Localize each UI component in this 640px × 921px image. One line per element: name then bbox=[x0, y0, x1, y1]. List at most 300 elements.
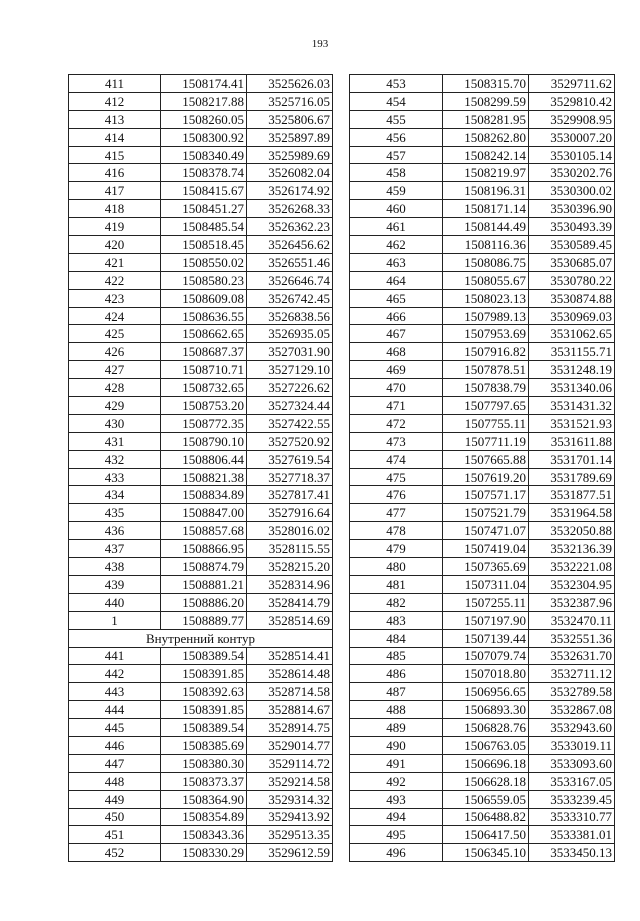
point-number-cell: 452 bbox=[69, 844, 161, 862]
table-row bbox=[69, 772, 333, 790]
table-row bbox=[69, 75, 333, 93]
y-coordinate-cell: 3532943.60 bbox=[529, 719, 615, 737]
y-coordinate-cell: 3528714.58 bbox=[247, 683, 333, 701]
x-coordinate-cell: 1508300.92 bbox=[161, 128, 247, 146]
x-coordinate-cell: 1508299.59 bbox=[443, 92, 529, 110]
x-coordinate-cell: 1507755.11 bbox=[443, 414, 529, 432]
y-coordinate-cell: 3531248.19 bbox=[529, 361, 615, 379]
point-number-cell: 426 bbox=[69, 343, 161, 361]
y-coordinate-cell: 3530780.22 bbox=[529, 271, 615, 289]
x-coordinate-cell: 1506628.18 bbox=[443, 772, 529, 790]
x-coordinate-cell: 1508315.70 bbox=[443, 75, 529, 93]
y-coordinate-cell: 3530685.07 bbox=[529, 253, 615, 271]
table-row bbox=[350, 361, 615, 379]
x-coordinate-cell: 1508806.44 bbox=[161, 450, 247, 468]
point-number-cell: 477 bbox=[350, 504, 443, 522]
y-coordinate-cell: 3532304.95 bbox=[529, 575, 615, 593]
x-coordinate-cell: 1507665.88 bbox=[443, 450, 529, 468]
table-row bbox=[350, 611, 615, 629]
y-coordinate-cell: 3529513.35 bbox=[247, 826, 333, 844]
y-coordinate-cell: 3529314.32 bbox=[247, 790, 333, 808]
y-coordinate-cell: 3526082.04 bbox=[247, 164, 333, 182]
x-coordinate-cell: 1508834.89 bbox=[161, 486, 247, 504]
table-row bbox=[69, 826, 333, 844]
x-coordinate-cell: 1506345.10 bbox=[443, 844, 529, 862]
y-coordinate-cell: 3530105.14 bbox=[529, 146, 615, 164]
table-row bbox=[69, 540, 333, 558]
y-coordinate-cell: 3528414.79 bbox=[247, 593, 333, 611]
table-row bbox=[350, 325, 615, 343]
y-coordinate-cell: 3532711.12 bbox=[529, 665, 615, 683]
y-coordinate-cell: 3528314.96 bbox=[247, 575, 333, 593]
point-number-cell: 458 bbox=[350, 164, 443, 182]
x-coordinate-cell: 1508857.68 bbox=[161, 522, 247, 540]
x-coordinate-cell: 1507619.20 bbox=[443, 468, 529, 486]
x-coordinate-cell: 1508392.63 bbox=[161, 683, 247, 701]
table-row bbox=[350, 432, 615, 450]
x-coordinate-cell: 1508055.67 bbox=[443, 271, 529, 289]
y-coordinate-cell: 3526646.74 bbox=[247, 271, 333, 289]
y-coordinate-cell: 3528115.55 bbox=[247, 540, 333, 558]
y-coordinate-cell: 3527226.62 bbox=[247, 379, 333, 397]
point-number-cell: 433 bbox=[69, 468, 161, 486]
y-coordinate-cell: 3525806.67 bbox=[247, 110, 333, 128]
x-coordinate-cell: 1508732.65 bbox=[161, 379, 247, 397]
y-coordinate-cell: 3533093.60 bbox=[529, 754, 615, 772]
table-row bbox=[69, 736, 333, 754]
x-coordinate-cell: 1508874.79 bbox=[161, 558, 247, 576]
table-row bbox=[69, 379, 333, 397]
point-number-cell: 460 bbox=[350, 200, 443, 218]
table-row bbox=[350, 218, 615, 236]
point-number-cell: 481 bbox=[350, 575, 443, 593]
x-coordinate-cell: 1508580.23 bbox=[161, 271, 247, 289]
y-coordinate-cell: 3532470.11 bbox=[529, 611, 615, 629]
section-row bbox=[69, 629, 333, 647]
table-row bbox=[69, 253, 333, 271]
table-row bbox=[69, 790, 333, 808]
x-coordinate-cell: 1508217.88 bbox=[161, 92, 247, 110]
point-number-cell: 493 bbox=[350, 790, 443, 808]
table-row bbox=[69, 504, 333, 522]
y-coordinate-cell: 3526935.05 bbox=[247, 325, 333, 343]
y-coordinate-cell: 3530300.02 bbox=[529, 182, 615, 200]
y-coordinate-cell: 3525989.69 bbox=[247, 146, 333, 164]
x-coordinate-cell: 1508260.05 bbox=[161, 110, 247, 128]
point-number-cell: 428 bbox=[69, 379, 161, 397]
table-row bbox=[69, 361, 333, 379]
table-row bbox=[350, 289, 615, 307]
y-coordinate-cell: 3526174.92 bbox=[247, 182, 333, 200]
y-coordinate-cell: 3533310.77 bbox=[529, 808, 615, 826]
y-coordinate-cell: 3532387.96 bbox=[529, 593, 615, 611]
y-coordinate-cell: 3531431.32 bbox=[529, 397, 615, 415]
y-coordinate-cell: 3527422.55 bbox=[247, 414, 333, 432]
x-coordinate-cell: 1507953.69 bbox=[443, 325, 529, 343]
point-number-cell: 492 bbox=[350, 772, 443, 790]
y-coordinate-cell: 3527520.92 bbox=[247, 432, 333, 450]
table-row bbox=[69, 92, 333, 110]
y-coordinate-cell: 3529810.42 bbox=[529, 92, 615, 110]
y-coordinate-cell: 3533019.11 bbox=[529, 736, 615, 754]
page-number: 193 bbox=[311, 38, 329, 50]
table-row bbox=[350, 414, 615, 432]
x-coordinate-cell: 1506488.82 bbox=[443, 808, 529, 826]
point-number-cell: 448 bbox=[69, 772, 161, 790]
point-number-cell: 414 bbox=[69, 128, 161, 146]
x-coordinate-cell: 1507255.11 bbox=[443, 593, 529, 611]
table-row bbox=[69, 164, 333, 182]
point-number-cell: 468 bbox=[350, 343, 443, 361]
table-row bbox=[69, 754, 333, 772]
point-number-cell: 417 bbox=[69, 182, 161, 200]
point-number-cell: 455 bbox=[350, 110, 443, 128]
point-number-cell: 473 bbox=[350, 432, 443, 450]
point-number-cell: 429 bbox=[69, 397, 161, 415]
y-coordinate-cell: 3532221.08 bbox=[529, 558, 615, 576]
table-row bbox=[350, 110, 615, 128]
x-coordinate-cell: 1508380.30 bbox=[161, 754, 247, 772]
y-coordinate-cell: 3529612.59 bbox=[247, 844, 333, 862]
point-number-cell: 459 bbox=[350, 182, 443, 200]
table-row bbox=[350, 253, 615, 271]
point-number-cell: 430 bbox=[69, 414, 161, 432]
x-coordinate-cell: 1508847.00 bbox=[161, 504, 247, 522]
point-number-cell: 457 bbox=[350, 146, 443, 164]
x-coordinate-cell: 1508790.10 bbox=[161, 432, 247, 450]
table-row bbox=[69, 522, 333, 540]
table-row bbox=[69, 701, 333, 719]
x-coordinate-cell: 1508340.49 bbox=[161, 146, 247, 164]
y-coordinate-cell: 3528215.20 bbox=[247, 558, 333, 576]
table-row bbox=[69, 468, 333, 486]
y-coordinate-cell: 3533450.13 bbox=[529, 844, 615, 862]
y-coordinate-cell: 3525716.05 bbox=[247, 92, 333, 110]
y-coordinate-cell: 3531877.51 bbox=[529, 486, 615, 504]
table-row bbox=[350, 647, 615, 665]
point-number-cell: 469 bbox=[350, 361, 443, 379]
point-number-cell: 441 bbox=[69, 647, 161, 665]
x-coordinate-cell: 1508116.36 bbox=[443, 236, 529, 254]
table-row bbox=[350, 575, 615, 593]
table-row bbox=[350, 164, 615, 182]
y-coordinate-cell: 3527129.10 bbox=[247, 361, 333, 379]
point-number-cell: 470 bbox=[350, 379, 443, 397]
y-coordinate-cell: 3532136.39 bbox=[529, 540, 615, 558]
x-coordinate-cell: 1508772.35 bbox=[161, 414, 247, 432]
x-coordinate-cell: 1507079.74 bbox=[443, 647, 529, 665]
point-number-cell: 478 bbox=[350, 522, 443, 540]
x-coordinate-cell: 1508373.37 bbox=[161, 772, 247, 790]
point-number-cell: 440 bbox=[69, 593, 161, 611]
point-number-cell: 479 bbox=[350, 540, 443, 558]
x-coordinate-cell: 1508889.77 bbox=[161, 611, 247, 629]
point-number-cell: 421 bbox=[69, 253, 161, 271]
x-coordinate-cell: 1507878.51 bbox=[443, 361, 529, 379]
point-number-cell: 443 bbox=[69, 683, 161, 701]
x-coordinate-cell: 1508710.71 bbox=[161, 361, 247, 379]
y-coordinate-cell: 3529413.92 bbox=[247, 808, 333, 826]
table-row bbox=[69, 486, 333, 504]
x-coordinate-cell: 1506417.50 bbox=[443, 826, 529, 844]
x-coordinate-cell: 1507018.80 bbox=[443, 665, 529, 683]
table-row bbox=[69, 146, 333, 164]
x-coordinate-cell: 1508518.45 bbox=[161, 236, 247, 254]
point-number-cell: 484 bbox=[350, 629, 443, 647]
y-coordinate-cell: 3526362.23 bbox=[247, 218, 333, 236]
x-coordinate-cell: 1506696.18 bbox=[443, 754, 529, 772]
y-coordinate-cell: 3528914.75 bbox=[247, 719, 333, 737]
y-coordinate-cell: 3530969.03 bbox=[529, 307, 615, 325]
table-row bbox=[350, 486, 615, 504]
table-row bbox=[350, 128, 615, 146]
table-row bbox=[350, 397, 615, 415]
table-row bbox=[69, 844, 333, 862]
table-row bbox=[350, 146, 615, 164]
point-number-cell: 466 bbox=[350, 307, 443, 325]
point-number-cell: 436 bbox=[69, 522, 161, 540]
x-coordinate-cell: 1508385.69 bbox=[161, 736, 247, 754]
table-row bbox=[350, 665, 615, 683]
x-coordinate-cell: 1507139.44 bbox=[443, 629, 529, 647]
x-coordinate-cell: 1507311.04 bbox=[443, 575, 529, 593]
table-row bbox=[69, 325, 333, 343]
point-number-cell: 424 bbox=[69, 307, 161, 325]
x-coordinate-cell: 1506559.05 bbox=[443, 790, 529, 808]
y-coordinate-cell: 3531062.65 bbox=[529, 325, 615, 343]
point-number-cell: 462 bbox=[350, 236, 443, 254]
table-row bbox=[350, 182, 615, 200]
x-coordinate-cell: 1508196.31 bbox=[443, 182, 529, 200]
point-number-cell: 451 bbox=[69, 826, 161, 844]
point-number-cell: 444 bbox=[69, 701, 161, 719]
y-coordinate-cell: 3531340.06 bbox=[529, 379, 615, 397]
x-coordinate-cell: 1508364.90 bbox=[161, 790, 247, 808]
y-coordinate-cell: 3531789.69 bbox=[529, 468, 615, 486]
x-coordinate-cell: 1508330.29 bbox=[161, 844, 247, 862]
x-coordinate-cell: 1506956.65 bbox=[443, 683, 529, 701]
point-number-cell: 434 bbox=[69, 486, 161, 504]
y-coordinate-cell: 3527817.41 bbox=[247, 486, 333, 504]
point-number-cell: 463 bbox=[350, 253, 443, 271]
table-row bbox=[350, 719, 615, 737]
x-coordinate-cell: 1507419.04 bbox=[443, 540, 529, 558]
y-coordinate-cell: 3532789.58 bbox=[529, 683, 615, 701]
point-number-cell: 488 bbox=[350, 701, 443, 719]
table-row bbox=[350, 701, 615, 719]
table-row bbox=[69, 611, 333, 629]
point-number-cell: 476 bbox=[350, 486, 443, 504]
table-row bbox=[69, 683, 333, 701]
point-number-cell: 474 bbox=[350, 450, 443, 468]
y-coordinate-cell: 3525626.03 bbox=[247, 75, 333, 93]
x-coordinate-cell: 1507365.69 bbox=[443, 558, 529, 576]
table-row bbox=[69, 432, 333, 450]
x-coordinate-cell: 1507838.79 bbox=[443, 379, 529, 397]
y-coordinate-cell: 3532551.36 bbox=[529, 629, 615, 647]
y-coordinate-cell: 3527031.90 bbox=[247, 343, 333, 361]
table-row bbox=[350, 683, 615, 701]
point-number-cell: 413 bbox=[69, 110, 161, 128]
x-coordinate-cell: 1507197.90 bbox=[443, 611, 529, 629]
point-number-cell: 494 bbox=[350, 808, 443, 826]
point-number-cell: 465 bbox=[350, 289, 443, 307]
y-coordinate-cell: 3532050.88 bbox=[529, 522, 615, 540]
x-coordinate-cell: 1508662.65 bbox=[161, 325, 247, 343]
y-coordinate-cell: 3528514.41 bbox=[247, 647, 333, 665]
x-coordinate-cell: 1507571.17 bbox=[443, 486, 529, 504]
table-row bbox=[69, 397, 333, 415]
x-coordinate-cell: 1507471.07 bbox=[443, 522, 529, 540]
table-row bbox=[69, 236, 333, 254]
point-number-cell: 419 bbox=[69, 218, 161, 236]
x-coordinate-cell: 1508281.95 bbox=[443, 110, 529, 128]
y-coordinate-cell: 3526456.62 bbox=[247, 236, 333, 254]
x-coordinate-cell: 1508262.80 bbox=[443, 128, 529, 146]
point-number-cell: 449 bbox=[69, 790, 161, 808]
table-row bbox=[350, 808, 615, 826]
y-coordinate-cell: 3526268.33 bbox=[247, 200, 333, 218]
table-row bbox=[69, 307, 333, 325]
point-number-cell: 416 bbox=[69, 164, 161, 182]
table-row bbox=[350, 379, 615, 397]
table-row bbox=[350, 200, 615, 218]
y-coordinate-cell: 3529908.95 bbox=[529, 110, 615, 128]
point-number-cell: 437 bbox=[69, 540, 161, 558]
x-coordinate-cell: 1506893.30 bbox=[443, 701, 529, 719]
point-number-cell: 450 bbox=[69, 808, 161, 826]
point-number-cell: 480 bbox=[350, 558, 443, 576]
y-coordinate-cell: 3527718.37 bbox=[247, 468, 333, 486]
point-number-cell: 496 bbox=[350, 844, 443, 862]
point-number-cell: 442 bbox=[69, 665, 161, 683]
y-coordinate-cell: 3525897.89 bbox=[247, 128, 333, 146]
table-row bbox=[69, 110, 333, 128]
y-coordinate-cell: 3527324.44 bbox=[247, 397, 333, 415]
table-row bbox=[69, 128, 333, 146]
table-row bbox=[350, 826, 615, 844]
point-number-cell: 482 bbox=[350, 593, 443, 611]
x-coordinate-cell: 1508687.37 bbox=[161, 343, 247, 361]
y-coordinate-cell: 3533167.05 bbox=[529, 772, 615, 790]
point-number-cell: 425 bbox=[69, 325, 161, 343]
x-coordinate-cell: 1508242.14 bbox=[443, 146, 529, 164]
x-coordinate-cell: 1508354.89 bbox=[161, 808, 247, 826]
table-row bbox=[350, 468, 615, 486]
y-coordinate-cell: 3527619.54 bbox=[247, 450, 333, 468]
table-row bbox=[69, 182, 333, 200]
point-number-cell: 453 bbox=[350, 75, 443, 93]
x-coordinate-cell: 1508636.55 bbox=[161, 307, 247, 325]
y-coordinate-cell: 3532631.70 bbox=[529, 647, 615, 665]
x-coordinate-cell: 1508086.75 bbox=[443, 253, 529, 271]
y-coordinate-cell: 3531701.14 bbox=[529, 450, 615, 468]
table-row bbox=[69, 271, 333, 289]
y-coordinate-cell: 3531155.71 bbox=[529, 343, 615, 361]
y-coordinate-cell: 3533239.45 bbox=[529, 790, 615, 808]
x-coordinate-cell: 1508485.54 bbox=[161, 218, 247, 236]
table-row bbox=[350, 736, 615, 754]
point-number-cell: 439 bbox=[69, 575, 161, 593]
point-number-cell: 456 bbox=[350, 128, 443, 146]
point-number-cell: 495 bbox=[350, 826, 443, 844]
coordinates-table-left bbox=[68, 74, 333, 862]
table-row bbox=[350, 75, 615, 93]
point-number-cell: 487 bbox=[350, 683, 443, 701]
y-coordinate-cell: 3530589.45 bbox=[529, 236, 615, 254]
table-row bbox=[69, 665, 333, 683]
x-coordinate-cell: 1507916.82 bbox=[443, 343, 529, 361]
table-row bbox=[69, 343, 333, 361]
point-number-cell: 471 bbox=[350, 397, 443, 415]
x-coordinate-cell: 1507521.79 bbox=[443, 504, 529, 522]
x-coordinate-cell: 1508144.49 bbox=[443, 218, 529, 236]
x-coordinate-cell: 1507711.19 bbox=[443, 432, 529, 450]
table-row bbox=[350, 593, 615, 611]
section-label-inner-contour: Внутренний контур bbox=[69, 629, 333, 647]
table-row bbox=[69, 593, 333, 611]
point-number-cell: 446 bbox=[69, 736, 161, 754]
table-row bbox=[350, 92, 615, 110]
table-row bbox=[350, 844, 615, 862]
y-coordinate-cell: 3526551.46 bbox=[247, 253, 333, 271]
x-coordinate-cell: 1506828.76 bbox=[443, 719, 529, 737]
point-number-cell: 467 bbox=[350, 325, 443, 343]
y-coordinate-cell: 3526742.45 bbox=[247, 289, 333, 307]
point-number-cell: 461 bbox=[350, 218, 443, 236]
table-row bbox=[350, 790, 615, 808]
point-number-cell: 418 bbox=[69, 200, 161, 218]
coordinates-table-right bbox=[349, 74, 615, 862]
y-coordinate-cell: 3527916.64 bbox=[247, 504, 333, 522]
point-number-cell: 483 bbox=[350, 611, 443, 629]
x-coordinate-cell: 1508391.85 bbox=[161, 665, 247, 683]
y-coordinate-cell: 3530874.88 bbox=[529, 289, 615, 307]
table-row bbox=[350, 629, 615, 647]
x-coordinate-cell: 1507989.13 bbox=[443, 307, 529, 325]
x-coordinate-cell: 1508550.02 bbox=[161, 253, 247, 271]
y-coordinate-cell: 3531611.88 bbox=[529, 432, 615, 450]
table-row bbox=[350, 271, 615, 289]
y-coordinate-cell: 3528614.48 bbox=[247, 665, 333, 683]
y-coordinate-cell: 3528514.69 bbox=[247, 611, 333, 629]
point-number-cell: 432 bbox=[69, 450, 161, 468]
table-row bbox=[350, 754, 615, 772]
point-number-cell: 422 bbox=[69, 271, 161, 289]
y-coordinate-cell: 3529711.62 bbox=[529, 75, 615, 93]
table-row bbox=[69, 719, 333, 737]
point-number-cell: 485 bbox=[350, 647, 443, 665]
y-coordinate-cell: 3530493.39 bbox=[529, 218, 615, 236]
point-number-cell: 427 bbox=[69, 361, 161, 379]
table-row bbox=[350, 307, 615, 325]
x-coordinate-cell: 1508866.95 bbox=[161, 540, 247, 558]
point-number-cell: 486 bbox=[350, 665, 443, 683]
table-row bbox=[350, 450, 615, 468]
x-coordinate-cell: 1508389.54 bbox=[161, 647, 247, 665]
table-row bbox=[69, 558, 333, 576]
table-row bbox=[350, 772, 615, 790]
y-coordinate-cell: 3530007.20 bbox=[529, 128, 615, 146]
point-number-cell: 454 bbox=[350, 92, 443, 110]
x-coordinate-cell: 1508378.74 bbox=[161, 164, 247, 182]
table-row bbox=[350, 540, 615, 558]
table-row bbox=[69, 647, 333, 665]
table-row bbox=[350, 236, 615, 254]
x-coordinate-cell: 1507797.65 bbox=[443, 397, 529, 415]
point-number-cell: 415 bbox=[69, 146, 161, 164]
point-number-cell: 411 bbox=[69, 75, 161, 93]
